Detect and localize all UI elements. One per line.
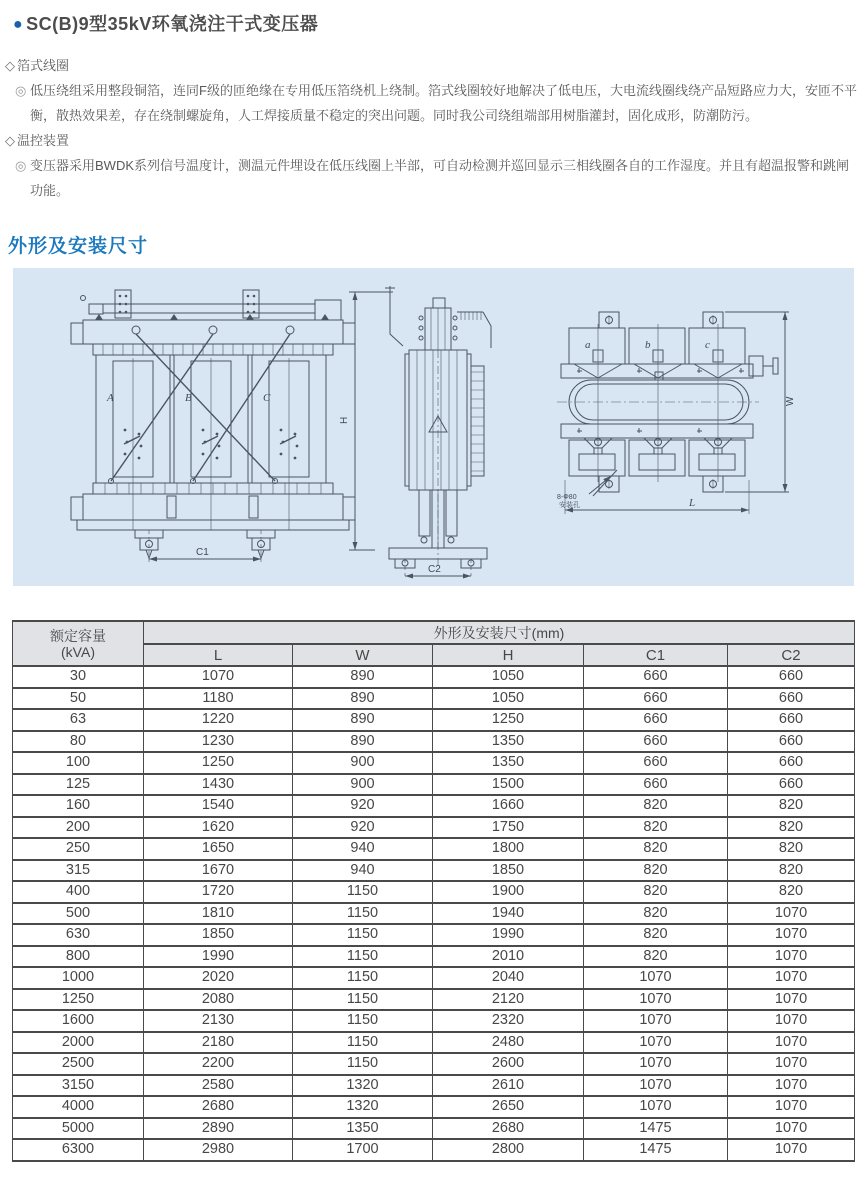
table-cell: 1070	[584, 989, 728, 1011]
page-title-text: SC(B)9型35kV环氧浇注干式变压器	[26, 14, 319, 34]
table-cell: 1070	[728, 989, 855, 1011]
table-cell: 1070	[728, 1096, 855, 1118]
phase-a-label: A	[107, 392, 114, 404]
table-cell: 4000	[13, 1096, 144, 1118]
table-cell: 2980	[144, 1139, 293, 1161]
table-row	[13, 1075, 855, 1097]
rated-capacity-header: 额定容量 (kVA)	[13, 621, 144, 666]
table-cell: 1070	[728, 924, 855, 946]
table-cell: 1600	[13, 1010, 144, 1032]
diamond-icon: ◇	[5, 58, 15, 73]
table-cell: 50	[13, 688, 144, 710]
table-cell: 2010	[433, 946, 584, 968]
table-cell: 660	[584, 731, 728, 753]
table-cell: 2480	[433, 1032, 584, 1054]
table-cell: 820	[728, 795, 855, 817]
table-cell: 2680	[433, 1118, 584, 1140]
table-row	[13, 967, 855, 989]
table-cell: 1050	[433, 688, 584, 710]
table-cell: 2800	[433, 1139, 584, 1161]
terminal-a-label: a	[585, 339, 591, 351]
phase-c-label: C	[263, 392, 271, 404]
table-cell: 1250	[144, 752, 293, 774]
table-cell: 660	[584, 666, 728, 688]
table-cell: 820	[584, 860, 728, 882]
dim-w-label: W	[785, 396, 796, 406]
table-cell: 1150	[293, 1032, 433, 1054]
table-cell: 1350	[293, 1118, 433, 1140]
table-cell: 1350	[433, 752, 584, 774]
table-cell: 1070	[144, 666, 293, 688]
table-cell: 80	[13, 731, 144, 753]
table-cell: 1070	[728, 1032, 855, 1054]
temp-control-paragraph	[0, 153, 860, 203]
table-cell: 820	[584, 924, 728, 946]
table-cell: 1230	[144, 731, 293, 753]
table-cell: 1070	[728, 903, 855, 925]
page-title	[13, 10, 318, 36]
table-cell: 1320	[293, 1075, 433, 1097]
front-view-drawing	[71, 290, 355, 564]
table-cell: 2320	[433, 1010, 584, 1032]
table-cell: 940	[293, 860, 433, 882]
table-row	[13, 731, 855, 753]
table-cell: 2040	[433, 967, 584, 989]
table-cell: 920	[293, 795, 433, 817]
intro-section	[0, 53, 860, 203]
transformer-outline-drawing	[13, 268, 854, 586]
table-row	[13, 860, 855, 882]
table-cell: 1850	[144, 924, 293, 946]
table-cell: 890	[293, 731, 433, 753]
table-cell: 1750	[433, 817, 584, 839]
table-cell: 1250	[13, 989, 144, 1011]
table-cell: 1070	[584, 1010, 728, 1032]
table-cell: 820	[584, 838, 728, 860]
table-cell: 660	[584, 688, 728, 710]
table-cell: 250	[13, 838, 144, 860]
table-cell: 1070	[584, 1075, 728, 1097]
table-cell: 1150	[293, 903, 433, 925]
col-header-c1: C1	[584, 644, 728, 666]
table-cell: 1500	[433, 774, 584, 796]
table-cell: 2180	[144, 1032, 293, 1054]
table-row	[13, 924, 855, 946]
table-cell: 6300	[13, 1139, 144, 1161]
table-row	[13, 946, 855, 968]
table-cell: 800	[13, 946, 144, 968]
table-cell: 1620	[144, 817, 293, 839]
table-cell: 820	[584, 795, 728, 817]
table-cell: 2680	[144, 1096, 293, 1118]
table-cell: 1150	[293, 946, 433, 968]
table-cell: 2000	[13, 1032, 144, 1054]
bullet-icon: ●	[13, 16, 24, 33]
terminal-b-label: b	[645, 339, 651, 351]
table-row	[13, 989, 855, 1011]
table-cell: 1810	[144, 903, 293, 925]
foil-coil-paragraph	[0, 78, 860, 128]
table-cell: 2580	[144, 1075, 293, 1097]
table-cell: 1660	[433, 795, 584, 817]
table-row	[13, 1032, 855, 1054]
table-cell: 125	[13, 774, 144, 796]
table-row	[13, 1053, 855, 1075]
table-row	[13, 774, 855, 796]
foil-coil-paragraph-text: 低压绕组采用整段铜箔，连同F级的匝绝缘在专用低压箔绕机上绕制。箔式线圈较好地解决了低电压，大电流线圈线绕产品短路应力大，安匝不平衡，散热效果差，存在绕制螺旋角，人工焊接质量不稳定的突出问题。同时我公司绕组端部用树脂灌封，固化成形，防潮防污。	[30, 83, 857, 123]
table-row	[13, 838, 855, 860]
table-row	[13, 1118, 855, 1140]
top-view-drawing	[557, 312, 796, 514]
table-cell: 1150	[293, 989, 433, 1011]
dimension-table	[12, 620, 855, 1162]
terminal-c-label: c	[705, 339, 710, 351]
table-cell: 900	[293, 752, 433, 774]
outline-drawing-panel	[13, 268, 854, 586]
col-header-h: H	[433, 644, 584, 666]
table-cell: 920	[293, 817, 433, 839]
table-row	[13, 1139, 855, 1161]
table-cell: 1475	[584, 1139, 728, 1161]
table-cell: 5000	[13, 1118, 144, 1140]
table-row	[13, 688, 855, 710]
table-cell: 900	[293, 774, 433, 796]
table-cell: 820	[584, 817, 728, 839]
table-cell: 1650	[144, 838, 293, 860]
table-cell: 1850	[433, 860, 584, 882]
temp-control-heading-text: 温控装置	[17, 133, 70, 148]
table-cell: 2890	[144, 1118, 293, 1140]
table-cell: 1320	[293, 1096, 433, 1118]
table-cell: 1070	[728, 1139, 855, 1161]
table-row	[13, 903, 855, 925]
hole-note-line2: 安装孔	[559, 502, 580, 509]
double-circle-icon: ◎	[15, 83, 27, 98]
table-cell: 1070	[584, 967, 728, 989]
table-cell: 1540	[144, 795, 293, 817]
table-cell: 1150	[293, 1053, 433, 1075]
table-cell: 1940	[433, 903, 584, 925]
table-cell: 1070	[728, 1053, 855, 1075]
dim-c1-label: C1	[196, 547, 209, 558]
phase-b-label: B	[185, 392, 192, 404]
table-cell: 1050	[433, 666, 584, 688]
table-cell: 1070	[584, 1032, 728, 1054]
table-cell: 820	[584, 946, 728, 968]
table-cell: 1430	[144, 774, 293, 796]
table-cell: 1070	[728, 1075, 855, 1097]
table-cell: 1000	[13, 967, 144, 989]
table-cell: 820	[728, 817, 855, 839]
table-cell: 500	[13, 903, 144, 925]
table-cell: 1990	[144, 946, 293, 968]
table-cell: 820	[728, 860, 855, 882]
temp-control-paragraph-text: 变压器采用BWDK系列信号温度计，测温元件埋设在低压线圈上半部，可自动检测并巡回显示三相线圈各自的工作湿度。并且有超温报警和跳闸功能。	[30, 158, 850, 198]
table-cell: 1700	[293, 1139, 433, 1161]
table-cell: 1150	[293, 924, 433, 946]
table-cell: 1070	[728, 946, 855, 968]
table-cell: 2020	[144, 967, 293, 989]
diamond-icon: ◇	[5, 133, 15, 148]
table-cell: 400	[13, 881, 144, 903]
table-cell: 1900	[433, 881, 584, 903]
table-cell: 1990	[433, 924, 584, 946]
temp-control-heading	[0, 128, 860, 153]
double-circle-icon: ◎	[15, 158, 27, 173]
table-cell: 820	[584, 903, 728, 925]
col-header-c2: C2	[728, 644, 855, 666]
table-cell: 160	[13, 795, 144, 817]
table-cell: 660	[728, 752, 855, 774]
table-cell: 1070	[728, 1118, 855, 1140]
table-cell: 820	[728, 838, 855, 860]
table-cell: 890	[293, 709, 433, 731]
table-row	[13, 1096, 855, 1118]
table-cell: 1070	[584, 1053, 728, 1075]
table-cell: 1070	[728, 967, 855, 989]
table-cell: 1350	[433, 731, 584, 753]
table-cell: 2650	[433, 1096, 584, 1118]
table-cell: 940	[293, 838, 433, 860]
table-cell: 820	[728, 881, 855, 903]
table-cell: 2500	[13, 1053, 144, 1075]
table-row	[13, 1010, 855, 1032]
table-cell: 660	[728, 709, 855, 731]
table-cell: 890	[293, 688, 433, 710]
table-cell: 660	[728, 774, 855, 796]
table-cell: 1180	[144, 688, 293, 710]
col-header-w: W	[293, 644, 433, 666]
table-cell: 2120	[433, 989, 584, 1011]
section-title: 外形及安装尺寸	[8, 236, 149, 257]
dim-h-label: H	[339, 416, 350, 424]
table-cell: 820	[584, 881, 728, 903]
table-cell: 63	[13, 709, 144, 731]
hole-note-line1: 8-Φ80	[557, 494, 577, 501]
table-cell: 315	[13, 860, 144, 882]
table-cell: 200	[13, 817, 144, 839]
table-cell: 1150	[293, 1010, 433, 1032]
table-cell: 1250	[433, 709, 584, 731]
table-row	[13, 752, 855, 774]
table-cell: 1070	[584, 1096, 728, 1118]
table-cell: 1150	[293, 881, 433, 903]
table-cell: 1220	[144, 709, 293, 731]
side-view-drawing	[339, 286, 491, 576]
table-row	[13, 666, 855, 688]
col-header-l: L	[144, 644, 293, 666]
table-cell: 660	[584, 709, 728, 731]
dim-c2-label: C2	[428, 564, 441, 575]
table-row	[13, 795, 855, 817]
table-cell: 30	[13, 666, 144, 688]
table-cell: 2080	[144, 989, 293, 1011]
foil-coil-heading	[0, 53, 860, 78]
table-cell: 660	[728, 731, 855, 753]
table-cell: 2200	[144, 1053, 293, 1075]
table-cell: 890	[293, 666, 433, 688]
table-cell: 660	[728, 688, 855, 710]
dimension-table-section	[12, 620, 854, 1162]
dimension-table-body	[13, 666, 855, 1161]
table-cell: 3150	[13, 1075, 144, 1097]
dim-l-label: L	[689, 497, 696, 509]
table-cell: 1150	[293, 967, 433, 989]
table-cell: 2610	[433, 1075, 584, 1097]
table-cell: 630	[13, 924, 144, 946]
table-row	[13, 881, 855, 903]
table-cell: 660	[584, 774, 728, 796]
table-cell: 1720	[144, 881, 293, 903]
table-cell: 100	[13, 752, 144, 774]
table-row	[13, 709, 855, 731]
table-cell: 660	[584, 752, 728, 774]
table-cell: 2600	[433, 1053, 584, 1075]
table-cell: 1670	[144, 860, 293, 882]
group-header: 外形及安装尺寸(mm)	[144, 621, 855, 644]
table-cell: 1475	[584, 1118, 728, 1140]
table-cell: 1070	[728, 1010, 855, 1032]
foil-coil-heading-text: 箔式线圈	[17, 58, 70, 73]
table-row	[13, 817, 855, 839]
table-cell: 660	[728, 666, 855, 688]
table-cell: 2130	[144, 1010, 293, 1032]
table-cell: 1800	[433, 838, 584, 860]
